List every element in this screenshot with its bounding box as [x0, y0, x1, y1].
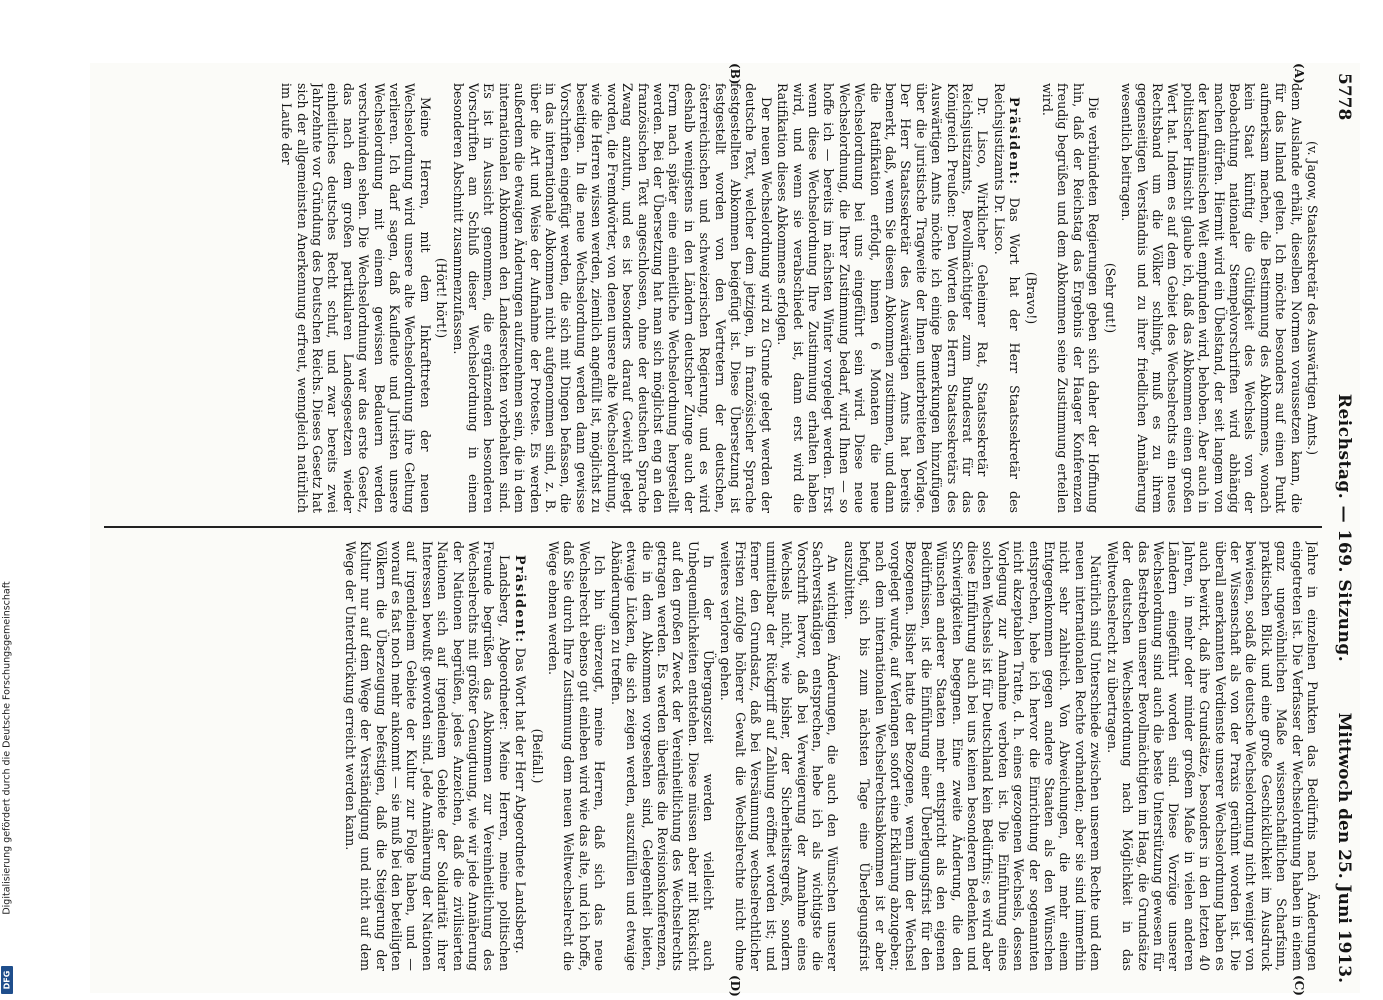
page-header — [1326, 73, 1356, 983]
paragraph: An wichtigen Änderungen, die auch den Wünschen unserer Sachverständigen entsprechen, hebe ich als wichtigste die Vorschrift hervor, daß bei Verweigerung der Annahme eines Wechsels nicht, wie bisher, der Sicherheitsregreß, sondern unmittelbar der Rückgriff auf Zahlung eröffnet worden ist; und ferner den Grundsatz, daß bei Versäumung wechselrechtlicher Fristen zufolge höherer Gewalt die Wechselrechte nicht ohne weiteres verloren gehen. — [717, 541, 841, 971]
speaker-label: Präsident: — [1007, 97, 1023, 186]
dfg-logo-text: DFG — [2, 970, 12, 990]
paragraph: dem Auslande erhält, dieselben Normen voraussetzen kann, die für das Inland gelten. Ich möchte besonders auf einen Punkt aufmerksam machen, die Bestimmung des Abkommens, wonach kein Staat künftig die Gültigkeit des Wechsels von der Beobachtung nationaler Stempelvorschriften wird abhängig machen dürfen. Hiermit wird ein Übelstand, der seit langem von der kaufmännischen Welt empfunden wird, behoben. Aber auch in politischer Hinsicht glaube ich, daß das Abkommen einen großen Wert hat. Indem es auf dem Gebiet des Wechselrechts ein neues Rechtsband um die Völker schlingt, muß es zu ihrem gegenseitigen Verständnis und zu ihrer friedlichen Annäherung wesentlich beitragen. — [1119, 83, 1304, 513]
paragraph: Meine Herren, mit dem Inkrafttreten der neuen Wechselordnung wird unsere alte Wechselordnung ihre Geltung verlieren. Ich darf sagen, daß Kaufleute und Juristen unsere Wechselordnung mit einem gewissen Bedauern werden verschwinden sehen. Die Wechselordnung war das erste Gesetz, das nach dem großen partikularen Landesgesetzen wieder einheitliches deutsches Recht schuf, und zwar bereits zwei Jahrzehnte vor Gründung des Deutschen Reichs. Dieses Gesetz hat sich der allgemeinsten Anerkennung erfreut, wenngleich natürlich im Laufe der — [279, 83, 433, 513]
interjection: (Sehr gut!) — [1102, 262, 1118, 334]
margin-mark-b: (B) — [728, 63, 742, 85]
interjection: (Hört! hört!) — [434, 257, 450, 339]
margin-mark-a: (A) — [1292, 63, 1306, 84]
margin-mark-c: (C) — [1292, 975, 1306, 996]
dfg-logo — [1, 966, 13, 994]
margin-mark-d: (D) — [728, 975, 742, 997]
scanned-page — [90, 63, 1360, 997]
speaker-note: (v. Jagow, Staatssekretär des Auswärtigen Amts.) — [1305, 140, 1320, 456]
session-date: Mittwoch den 25. Juni 1913. — [1334, 712, 1354, 983]
paragraph: Jahre in einzelnen Punkten das Bedürfnis nach Änderungen eingetreten ist. Die Verfasser der Wechselordnung haben in einem ganz ungewöhnlichen Maße wissenschaftlichen Scharfsinn, praktischen Blick und eine große Geschicklichkeit im Ausdruck bewiesen, sodaß die deutsche Wechselordnung nicht weniger von der Wissenschaft als von der Praxis gerühmt worden ist. Die überall anerkannten Verdienste unserer Wechselordnung haben es auch bewirkt, daß ihre Grundsätze, besonders in den letzten 40 Jahren, in mehr oder minder großem Maße in vielen anderen Ländern eingeführt worden sind. Diese Vorzüge unserer Wechselordnung sind auch die beste Unterstützung gewesen für das Bestreben unserer Bevollmächtigten im Haag, die Grundsätze der deutschen Wechselordnung nach Möglichkeit in das Weltwechselrecht zu übertragen. — [1104, 541, 1320, 971]
page-number: 5778 — [1334, 73, 1354, 121]
sidebar-strip — [0, 0, 14, 1000]
statement-text: Das Wort hat der Herr Staatssekretär des Reichsjustizamts Dr. Lisco. — [991, 83, 1023, 513]
president-statement — [513, 541, 528, 971]
statement-text: Das Wort hat der Herr Abgeordnete Landsberg. — [513, 647, 529, 954]
column-divider — [104, 526, 1322, 528]
interjection: (Bravo!) — [1023, 271, 1039, 325]
session-title: Reichstag. — 169. Sitzung. — [1334, 393, 1354, 663]
paragraph: Natürlich sind Unterschiede zwischen unserem Rechte und dem neuen internationalen Rechte vorhanden; aber sie sind immerhin nicht sehr zahlreich. Von Abweichungen, die mehr einem Entgegenkommen gegen andere Staaten als den Wünschen entsprechen, hebe ich hervor die Einrichtung der sogenannten nicht akzeptablen Tratte, d. h. eines gezogenen Wechsels, dessen Vorlegung zur Annahme verboten ist. Die Einführung eines solchen Wechsels ist für Deutschland kein Bedürfnis; es wird aber diese Einführung auch bei uns keinen besonderen Bedenken und Schwierigkeiten begegnen. Eine zweite Änderung, die den Wünschen anderer Staaten mehr entspricht als den eigenen Bedürfnissen, ist die Einführung einer Überlegungsfrist für den Bezogenen. Bisher hatte der Bezogene, wenn ihm der Wechsel vorgelegt wurde, auf Verlangen sofort eine Erklärung abzugeben; nach dem internationalen Wechselrechtsabkommen ist er aber befugt, sich bis zum nächsten Tage eine Überlegungsfrist auszubitten. — [841, 541, 1104, 971]
paragraph: Ich bin überzeugt, meine Herren, daß sich das neue Wechselrecht ebenso gut einleben wird wie das alte, und ich hoffe, daß Sie durch Ihre Zustimmung dem neuen Weltwechselrecht die Wege ebnen werden. — [546, 541, 608, 971]
left-column — [104, 83, 1320, 513]
president-statement — [991, 83, 1022, 513]
paragraph: Dr. Lisco, Wirklicher Geheimer Rat, Staatssekretär des Reichsjustizamts, Bevollmächtigter zum Bundesrat für das Königreich Preußen: Den Worten des Herrn Staatssekretärs des Auswärtigen Amts möchte ich einige Bemerkungen hinzufügen über die juristische Tragweite der Ihnen unterbreiteten Vorlage. Der Herr Staatssekretär des Auswärtigen Amts hat bereits bemerkt, daß, wenn Sie diesem Abkommen zustimmen, und dann die Ratifikation erfolgt, binnen 6 Monaten die neue Wechselordnung bei uns eingeführt sein wird. Diese neue Wechselordnung, die Ihrer Zustimmung bedarf, wird Ihnen — so hoffe ich — bereits im nächsten Winter vorgelegt werden. Erst wenn diese Wechselordnung Ihre Zustimmung erhalten haben wird, und wenn sie verabschiedet ist, dann erst wird die Ratifikation dieses Abkommens erfolgen. — [775, 83, 991, 513]
speaker-label: Präsident: — [513, 555, 529, 644]
paragraph: Die verbündeten Regierungen geben sich daher der Hoffnung hin, daß der Reichstag das Ergebnis der Haager Konferenzen freudig begrüßen und dem Abkommen seine Zustimmung erteilen wird. — [1040, 83, 1102, 513]
paragraph: In der Übergangszeit werden vielleicht auch Unbequemlichkeiten entstehen. Diese müssen aber mit Rücksicht auf den großen Zweck der Vereinheitlichung des Wechselrechts getragen werden. Es werden überdies die Revisionskonferenzen, die in dem Abkommen vorgesehen sind, Gelegenheit bieten, etwaige Lücken, die sich zeigen werden, auszufüllen und etwaige Abänderungen zu treffen. — [608, 541, 717, 971]
funding-credit-text: Digitalisierung gefördert durch die Deutsche Forschungsgemeinschaft — [1, 581, 13, 915]
paragraph: Der neuen Wechselordnung wird zu Grunde gelegt werden der deutsche Text, welcher dem jetzigen, in französischer Sprache festgestellten Abkommen beigefügt ist. Diese Übersetzung ist festgestellt worden von den Vertretern der deutschen, österreichischen und schweizerischen Regierung, und es wird deshalb wenigstens in den Ländern deutscher Zunge auch der Form nach später eine einheitliche Wechselordnung hergestellt werden. Bei der Übersetzung hat man sich möglichst eng an den französischen Text angeschlossen, ohne der deutschen Sprache Zwang anzutun, und es ist besonders darauf Gewicht gelegt worden, die Fremdwörter, von denen unsere alte Wechselordnung, wie die Herren wissen werden, ziemlich angefüllt ist, möglichst zu beseitigen. In die neue Wechselordnung werden dann gewisse Vorschriften eingefügt werden, die sich mit Dingen befassen, die in das internationale Abkommen nicht aufgenommen sind, z. B. über die Art und Weise der Aufnahme der Proteste. Es werden außerdem die etwaigen Änderungen aufzunehmen sein, die in dem internationalen Abkommen den Landesrechten vorbehalten sind. Es ist in Aussicht genommen, die ergänzenden besonderen Vorschriften am Schluß dieser Wechselordnung in einem besonderen Abschnitt zusammenzufassen. — [450, 83, 774, 513]
right-column — [104, 541, 1320, 971]
paragraph: Landsberg, Abgeordneter: Meine Herren, meine politischen Freunde begrüßen das Abkommen zur Vereinheitlichung des Wechselrechts mit größter Genugtuung, wie wir jede Annäherung der Nationen begrüßen, jedes Anzeichen, daß die zivilisierten Nationen sich auf irgendeinem Gebiete der Solidarität ihrer Interessen bewußt geworden sind. Jede Annäherung der Nationen auf irgendeinem Gebiete der Kultur zur Folge haben, und — worauf es fast noch mehr ankommt — sie muß bei den beteiligten Völkern die Überzeugung befestigen, daß die Steigerung der Kultur nur auf dem Wege der Verständigung und nicht auf dem Wege der Unterdrückung erreicht werden kann. — [342, 541, 512, 971]
interjection: (Beifall.) — [529, 728, 545, 784]
